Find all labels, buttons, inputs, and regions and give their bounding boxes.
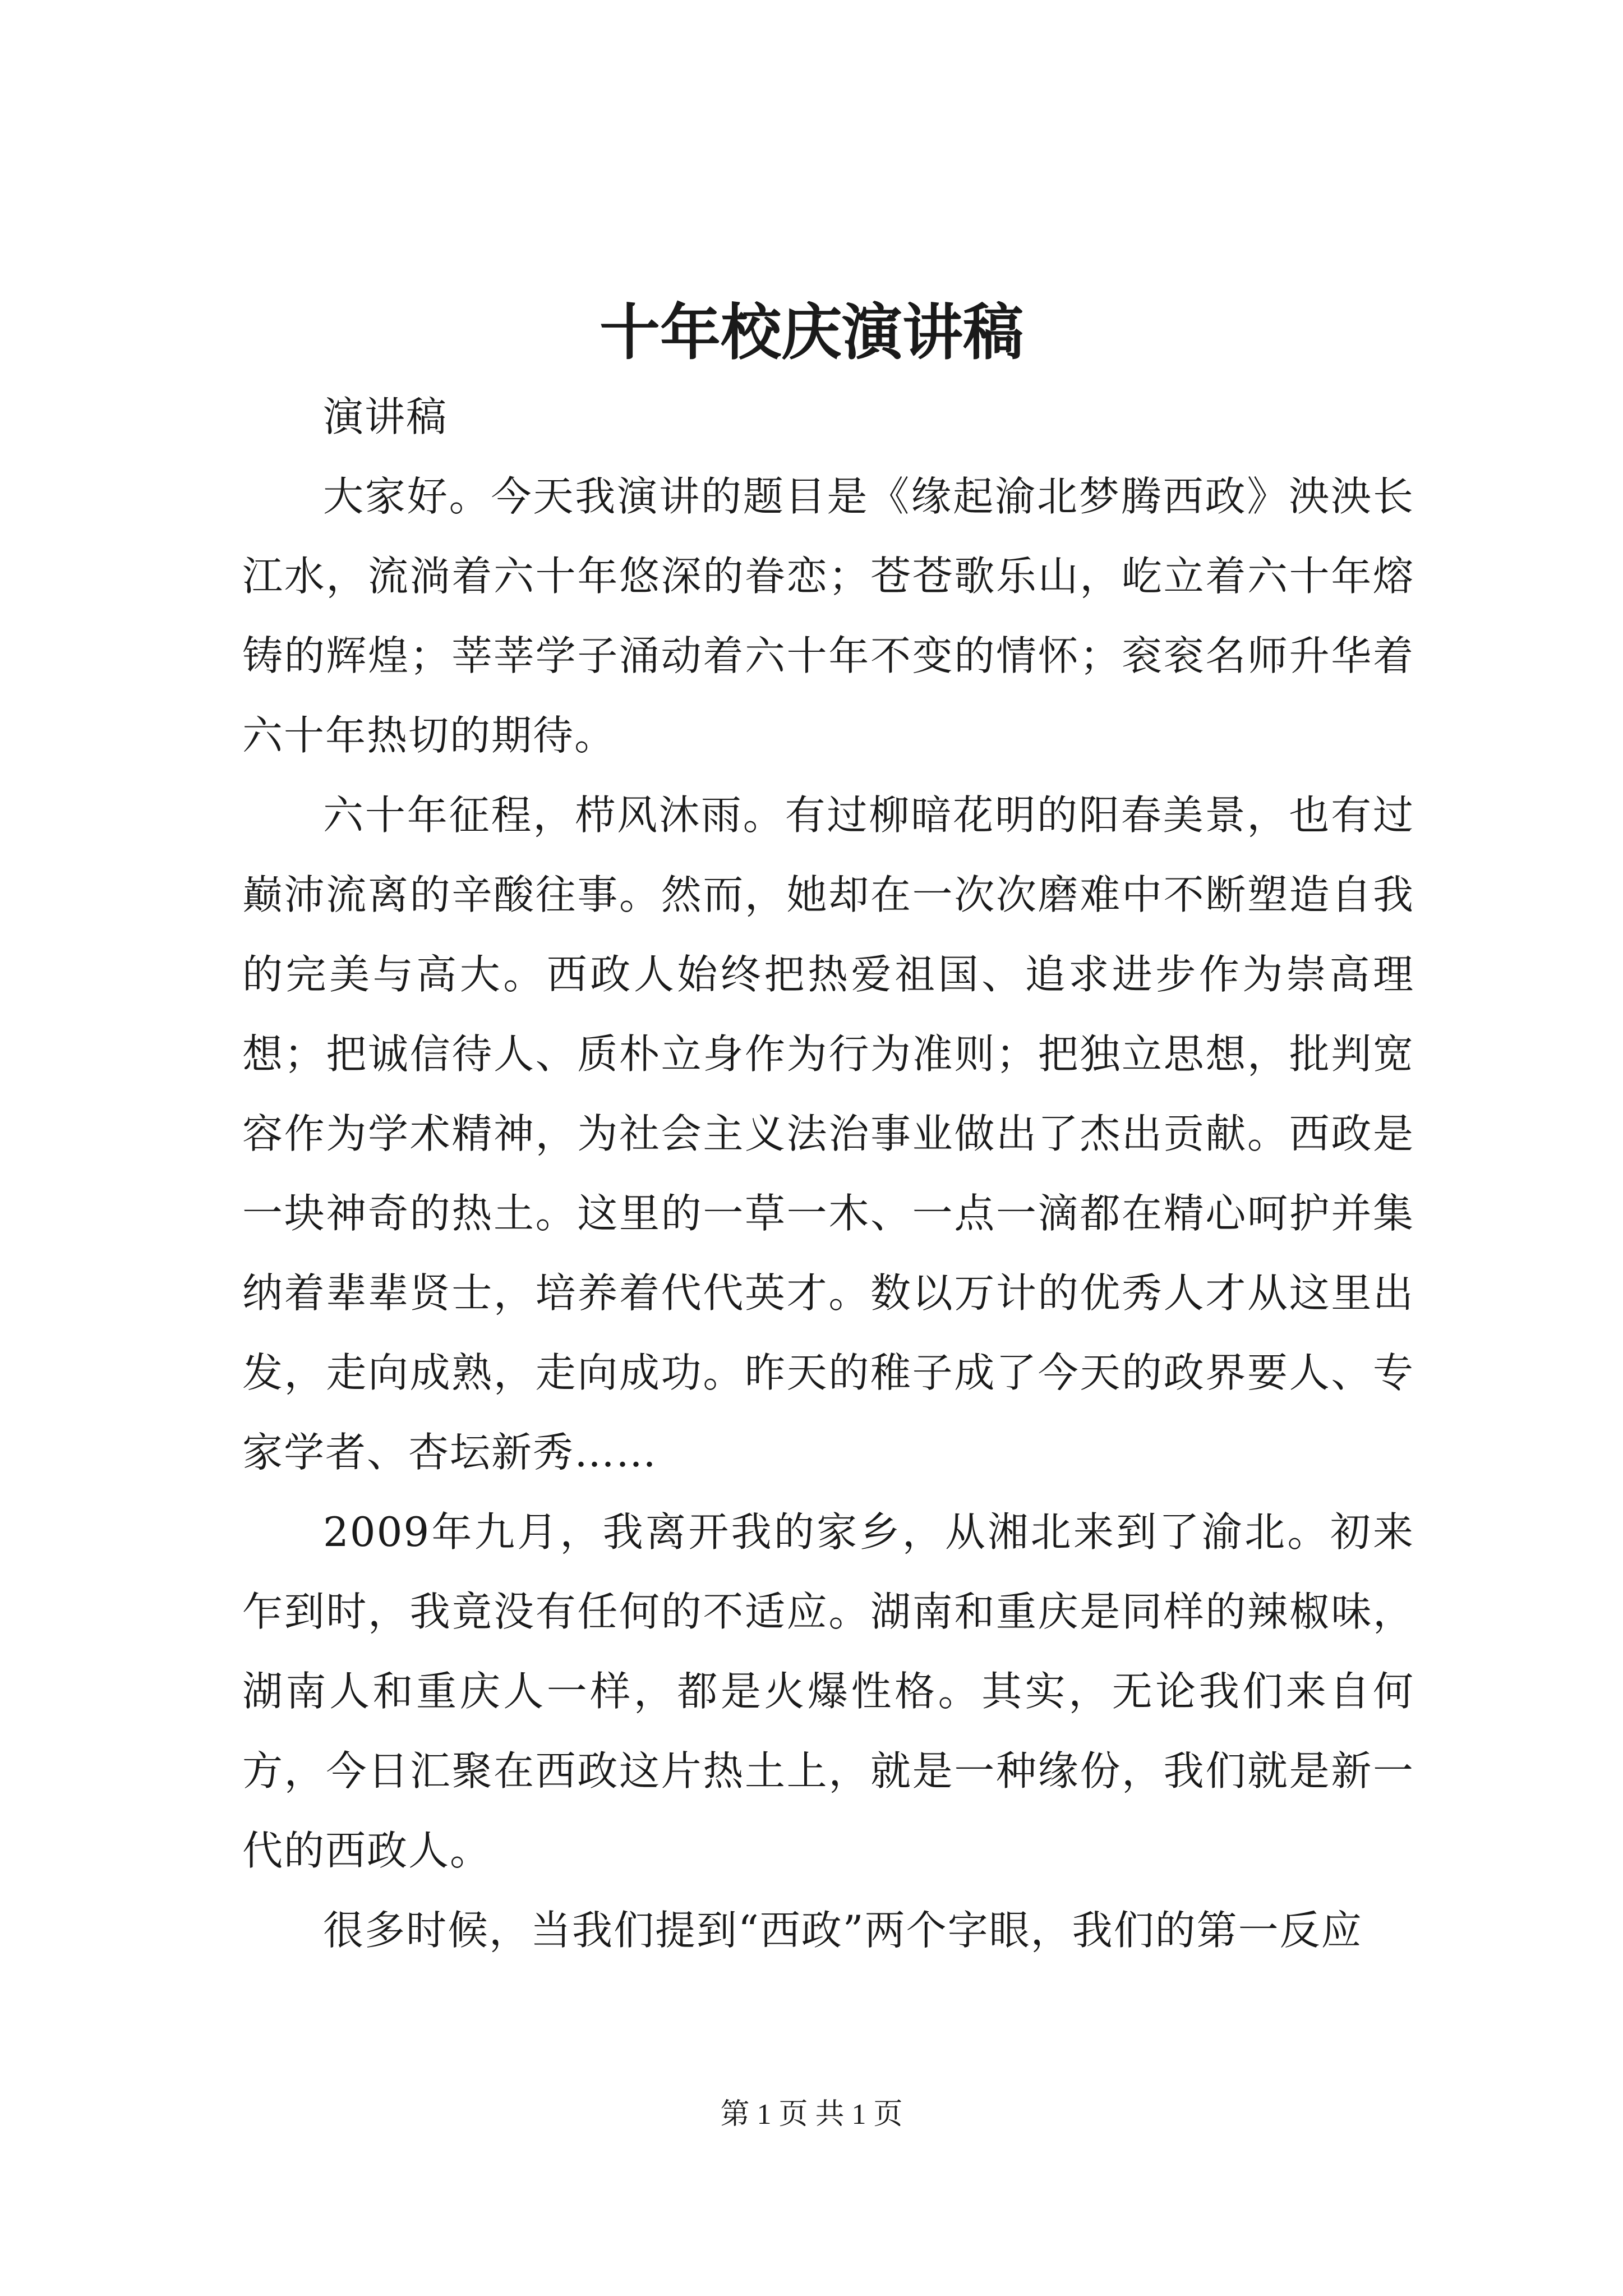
document-title: 十年校庆演讲稿 (599, 297, 1023, 368)
document-body (242, 377, 1414, 1970)
paragraph-heading: 演讲稿 (323, 393, 448, 440)
page-number-footer: 第 1 页 共 1 页 (720, 2099, 903, 2131)
paragraph: 很多时候，当我们提到“西政”两个字眼，我们的第一反应 (323, 1907, 1363, 1954)
paragraph: 六十年征程，栉风沐雨。有过柳暗花明的阳春美景，也有过巅沛流离的辛酸往事。然而，她却在一次次磨难中不断塑造自我的完美与高大。西政人始终把热爱祖国、追求进步作为崇高理想；把诚信待人、质朴立身作为行为准则；把独立思想，批判宽容作为学术精神，为社会主义法治事业做出了杰出贡献。西政是一块神奇的热土。这里的一草一木、一点一滴都在精心呵护并集纳着辈辈贤士，培养着代代英才。数以万计的优秀人才从这里出发，走向成熟，走向成功。昨天的稚子成了今天的政界要人、专家学者、杏坛新秀…… (242, 792, 1414, 1476)
paragraph: 大家好。今天我演讲的题目是《缘起渝北梦腾西政》泱泱长江水，流淌着六十年悠深的眷恋；苍苍歌乐山，屹立着六十年熔铸的辉煌；莘莘学子涌动着六十年不变的情怀；衮衮名师升华着六十年热切的期待。 (242, 473, 1414, 759)
paragraph: 2009年九月，我离开我的家乡，从湘北来到了渝北。初来乍到时，我竟没有任何的不适应。湖南和重庆是同样的辣椒味，湖南人和重庆人一样，都是火爆性格。其实，无论我们来自何方，今日汇聚在西政这片热土上，就是一种缘份，我们就是新一代的西政人。 (242, 1508, 1414, 1874)
